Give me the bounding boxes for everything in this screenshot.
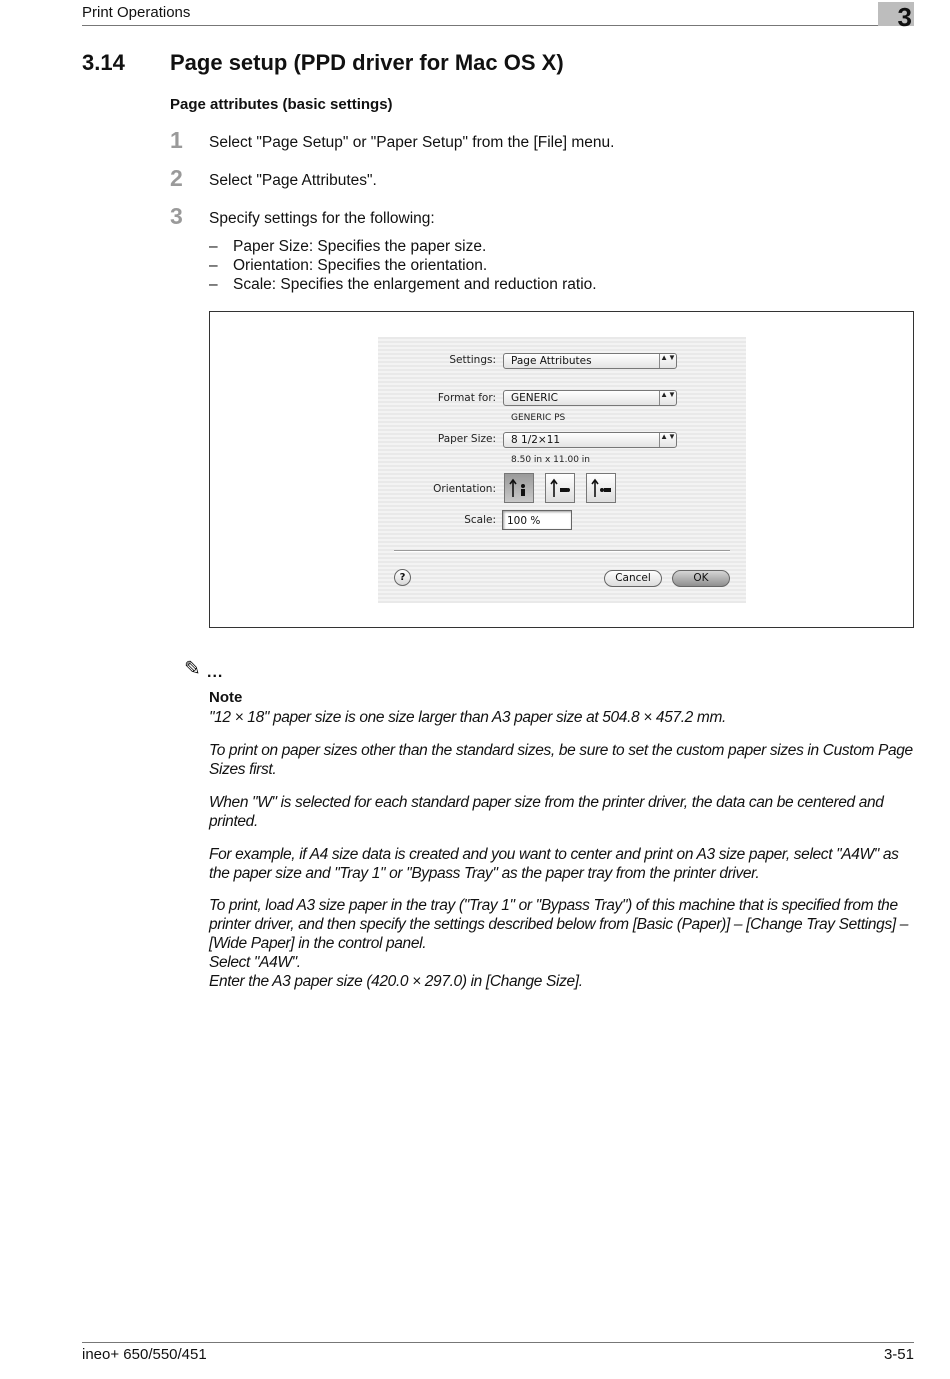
step-number: 1 bbox=[170, 127, 183, 153]
bullet-item bbox=[209, 238, 486, 256]
paper-size-dimensions: 8.50 in x 11.00 in bbox=[511, 455, 590, 465]
chapter-tab: 3 bbox=[878, 2, 914, 26]
settings-label: Settings: bbox=[449, 354, 496, 366]
note-paragraph: When "W" is selected for each standard paper size from the printer driver, the data can be centered and printed. bbox=[209, 794, 884, 830]
step-number: 2 bbox=[170, 165, 183, 191]
bullet-text: Orientation: Specifies the orientation. bbox=[233, 257, 488, 274]
format-for-label: Format for: bbox=[437, 392, 496, 404]
step-number: 3 bbox=[170, 203, 183, 229]
note-paragraph: To print on paper sizes other than the standard sizes, be sure to set the custom paper sizes in Custom Page Sizes first. bbox=[209, 742, 913, 778]
orientation-portrait-button[interactable] bbox=[504, 473, 534, 503]
subheading: Page attributes (basic settings) bbox=[170, 96, 393, 113]
footer-model: ineo+ 650/550/451 bbox=[82, 1346, 207, 1363]
popup-arrows-icon: ▲▼ bbox=[659, 354, 676, 368]
note-pencil-icon: ✎ bbox=[184, 658, 201, 680]
page-setup-dialog bbox=[378, 337, 746, 603]
landscape-person-icon bbox=[549, 477, 573, 501]
bullet-item bbox=[209, 257, 487, 275]
orientation-reverse-landscape-button[interactable] bbox=[586, 473, 616, 503]
scale-label: Scale: bbox=[464, 514, 496, 526]
bullet-item bbox=[209, 276, 597, 294]
note-label: Note bbox=[209, 689, 243, 706]
bullet-text: Paper Size: Specifies the paper size. bbox=[233, 238, 487, 255]
orientation-label: Orientation: bbox=[433, 483, 496, 495]
running-header-title: Print Operations bbox=[82, 4, 191, 21]
ok-button[interactable]: OK bbox=[672, 570, 730, 587]
paper-size-label: Paper Size: bbox=[437, 433, 496, 445]
paper-size-popup-value: 8 1/2×11 bbox=[511, 434, 561, 446]
help-button[interactable]: ? bbox=[394, 569, 411, 586]
bullet-text: Scale: Specifies the enlargement and reduction ratio. bbox=[233, 276, 597, 293]
note-paragraph: Select "A4W". bbox=[209, 954, 301, 971]
format-for-popup-value: GENERIC bbox=[511, 392, 558, 404]
note-paragraph: To print, load A3 size paper in the tray ("Tray 1" or "Bypass Tray") of this machine that is specified from the printer driver, and then specify the settings described below from [Basic (Paper)] – [Change Tray Settings] – [Wide Paper] in the control panel. bbox=[209, 897, 909, 952]
section-title: Page setup (PPD driver for Mac OS X) bbox=[170, 50, 564, 75]
settings-popup[interactable] bbox=[503, 353, 677, 369]
step-text: Select "Page Setup" or "Paper Setup" from the [File] menu. bbox=[209, 134, 615, 151]
cancel-button[interactable]: Cancel bbox=[604, 570, 662, 587]
note-paragraph: "12 × 18" paper size is one size larger than A3 paper size at 504.8 × 457.2 mm. bbox=[209, 709, 726, 726]
header-rule bbox=[82, 25, 914, 26]
footer-page-number: 3-51 bbox=[883, 1346, 914, 1363]
paper-size-popup[interactable] bbox=[503, 432, 677, 448]
bullet-dash: – bbox=[209, 238, 218, 255]
reverse-landscape-person-icon bbox=[590, 477, 614, 501]
popup-arrows-icon: ▲▼ bbox=[659, 433, 676, 447]
step-text: Select "Page Attributes". bbox=[209, 172, 377, 189]
bullet-dash: – bbox=[209, 276, 218, 293]
scale-field[interactable] bbox=[502, 510, 572, 530]
format-for-description: GENERIC PS bbox=[511, 413, 566, 423]
scale-input[interactable] bbox=[507, 515, 567, 527]
footer-rule bbox=[82, 1342, 914, 1343]
settings-popup-value: Page Attributes bbox=[511, 355, 592, 367]
note-paragraph: Enter the A3 paper size (420.0 × 297.0) in [Change Size]. bbox=[209, 973, 583, 990]
step-text: Specify settings for the following: bbox=[209, 210, 435, 227]
bullet-dash: – bbox=[209, 257, 218, 274]
note-dots: ... bbox=[207, 664, 224, 681]
popup-arrows-icon: ▲▼ bbox=[659, 391, 676, 405]
orientation-landscape-button[interactable] bbox=[545, 473, 575, 503]
section-number: 3.14 bbox=[82, 50, 125, 75]
format-for-popup[interactable] bbox=[503, 390, 677, 406]
portrait-person-icon bbox=[508, 477, 532, 501]
dialog-separator bbox=[394, 550, 730, 551]
note-paragraph: For example, if A4 size data is created and you want to center and print on A3 size paper, select "A4W" as the paper size and "Tray 1" or "Bypass Tray" as the paper tray from the printer driver. bbox=[209, 846, 899, 882]
